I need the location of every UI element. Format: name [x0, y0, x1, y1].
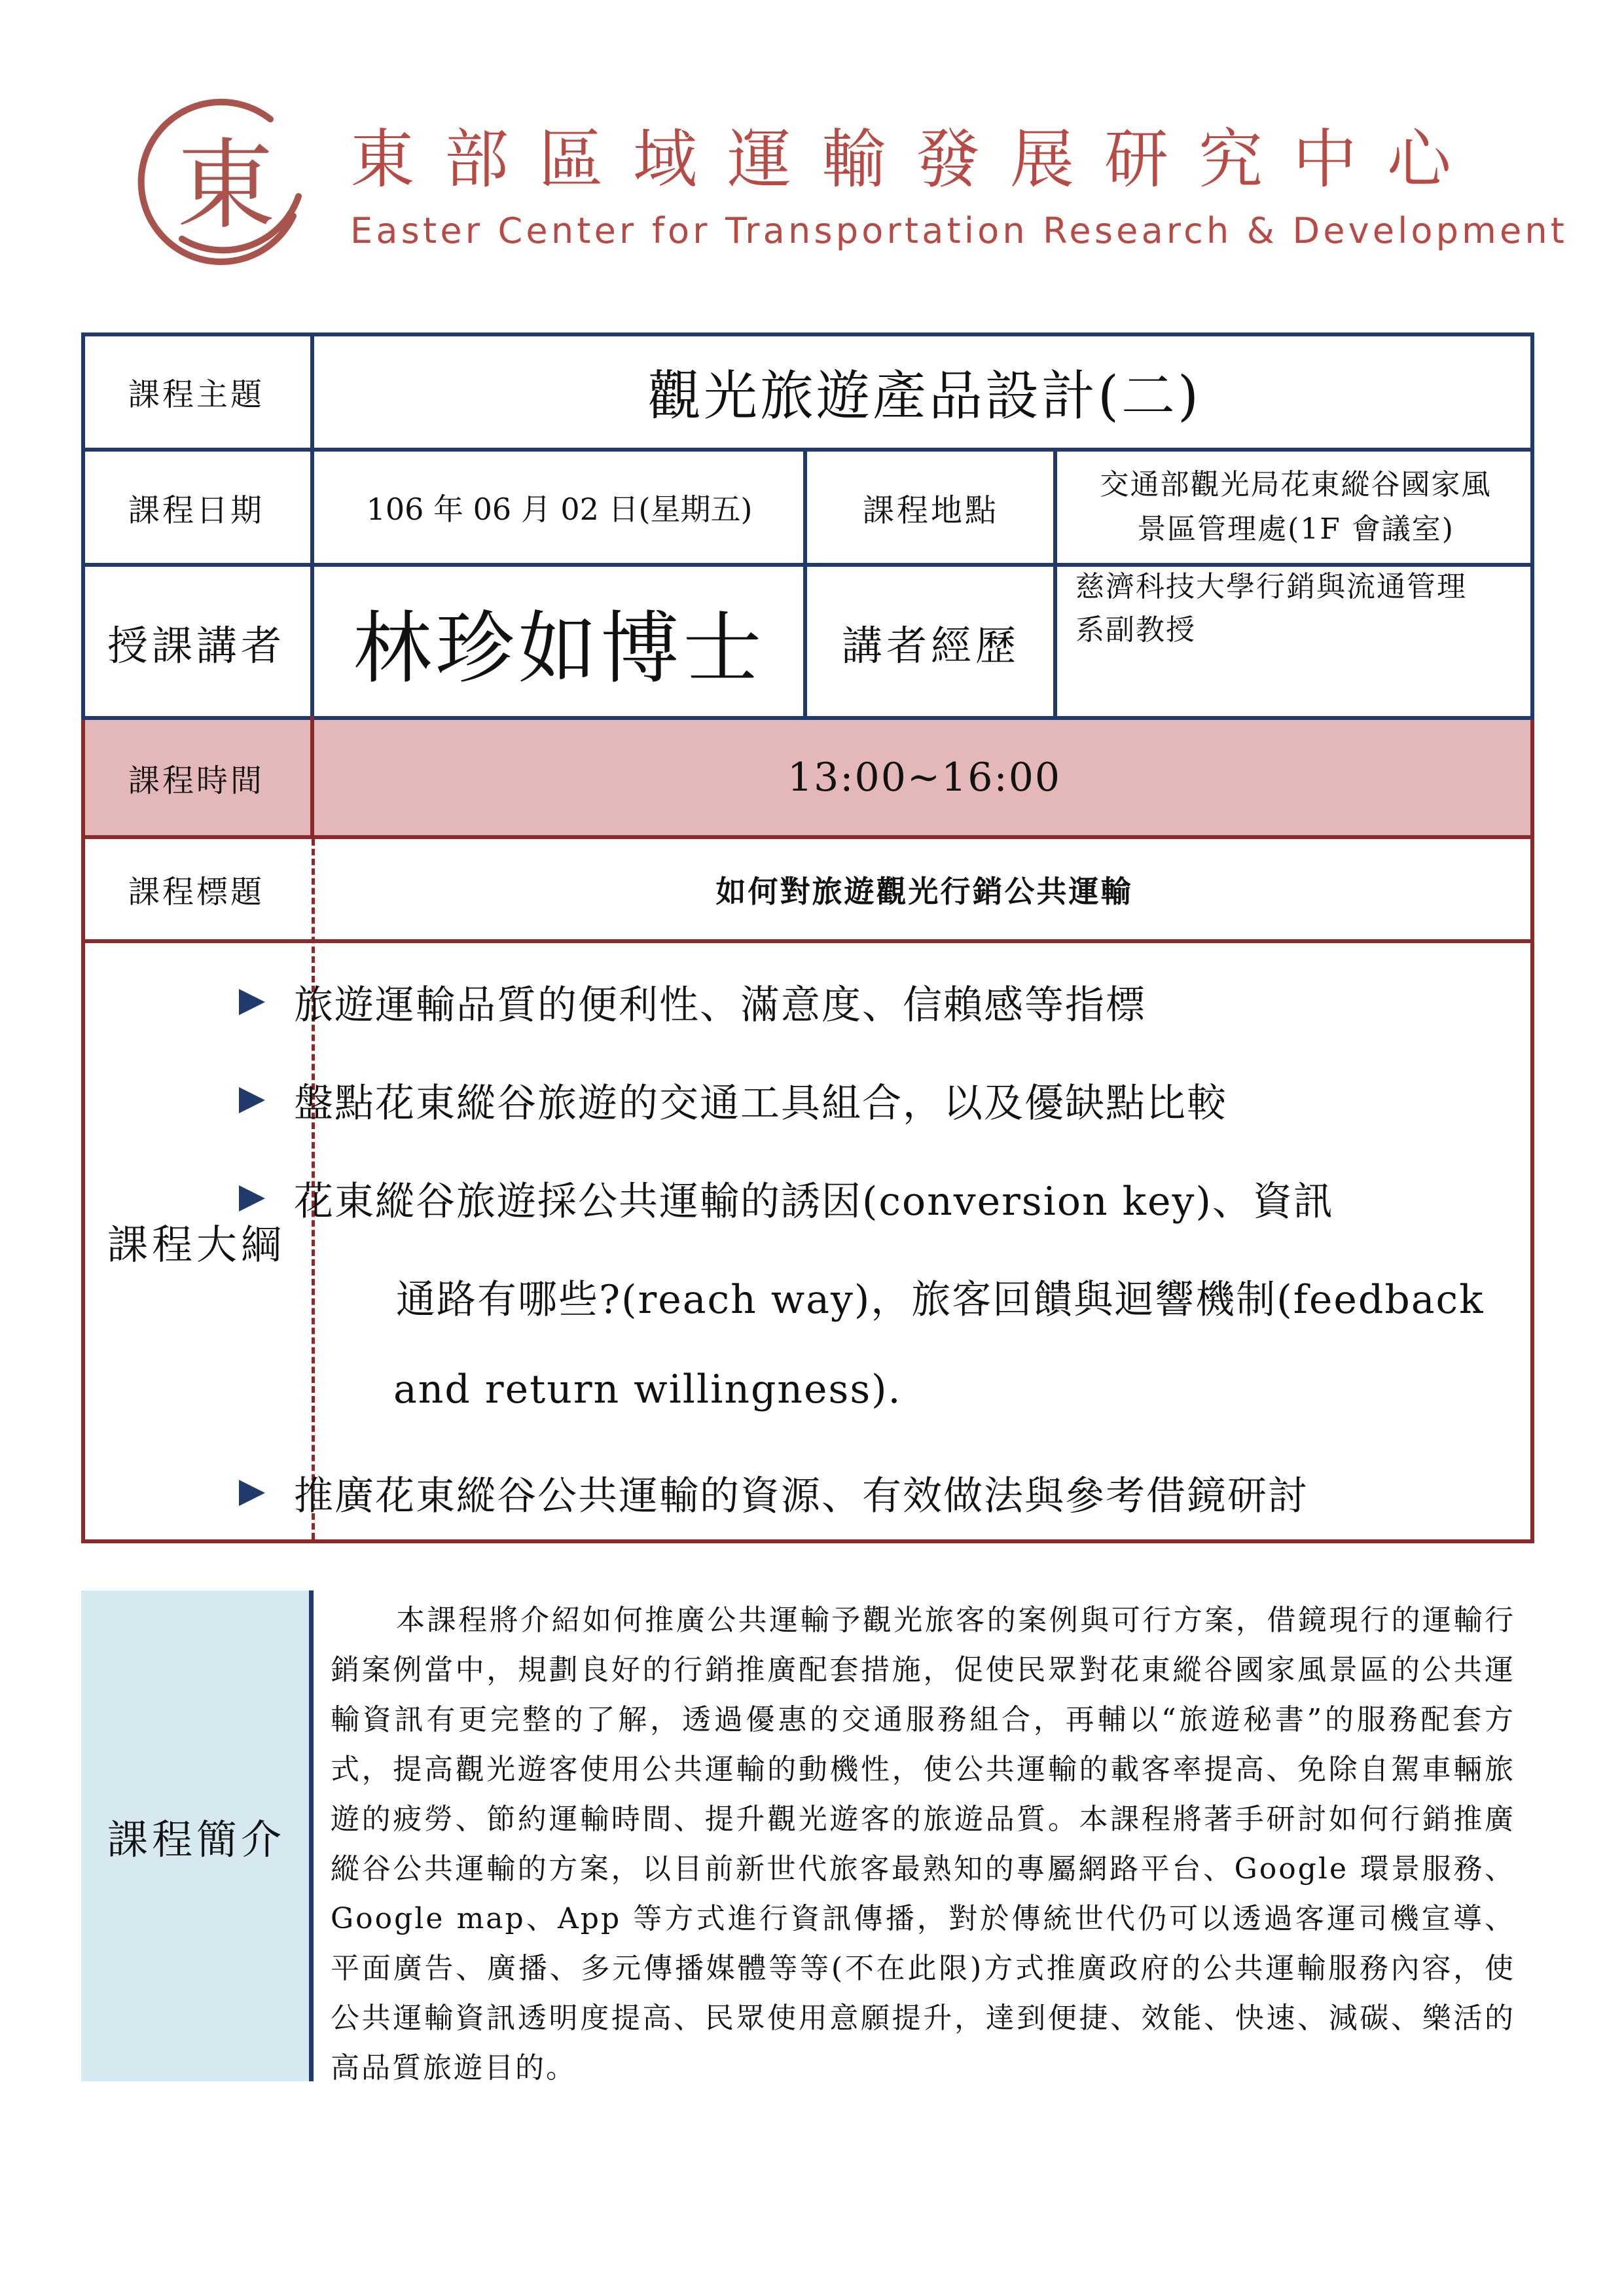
outline-label: 課程大綱: [107, 1221, 285, 1268]
outline-item-continuation: and return willingness).: [393, 1367, 902, 1412]
outline-item-continuation: 通路有哪些?(reach way)，旅客回饋與迴響機制(feedback: [396, 1277, 1485, 1323]
subject-label: 課程標題: [128, 874, 264, 910]
outline-item: 花東縱谷旅遊採公共運輸的誘因(conversion key)、資訊: [239, 1170, 1334, 1227]
date-label: 課程日期: [128, 492, 264, 529]
lecturer-experience: [1057, 565, 1534, 719]
location-line-2: 景區管理處(1F 會議室): [1137, 512, 1454, 546]
location-label: 課程地點: [862, 492, 999, 529]
triangle-bullet-icon: [239, 989, 265, 1015]
course-date: 106 年 06 月 02 日(星期五): [366, 492, 753, 527]
org-logo: [136, 98, 316, 278]
course-topic: 觀光旅遊產品設計(二): [647, 365, 1201, 427]
experience-line-2: 系副教授: [1075, 613, 1196, 647]
experience-label: 講者經歷: [841, 621, 1020, 670]
logo-character: 東: [176, 129, 276, 243]
triangle-bullet-icon: [239, 1087, 265, 1113]
outline-item: 盤點花東縱谷旅遊的交通工具組合，以及優缺點比較: [239, 1072, 1227, 1128]
course-subject: 如何對旅遊觀光行銷公共運輸: [715, 873, 1133, 909]
course-time: 13:00~16:00: [787, 755, 1062, 800]
course-table: [81, 332, 1534, 1543]
location-line-1: 交通部觀光局花東縱谷國家風: [1100, 468, 1492, 501]
time-label: 課程時間: [128, 762, 264, 799]
lecturer-name: 林珍如博士: [353, 603, 766, 694]
triangle-bullet-icon: [239, 1480, 265, 1506]
outline-item: 旅遊運輸品質的便利性、滿意度、信賴感等指標: [239, 974, 1146, 1030]
lecturer-label: 授課講者: [107, 621, 285, 670]
outline-item: 推廣花東縱谷公共運輸的資源、有效做法與參考借鏡研討: [239, 1465, 1308, 1521]
org-name-english: Easter Center for Transportation Research & Development: [350, 210, 1568, 251]
topic-label: 課程主題: [128, 376, 264, 413]
course-location: [1057, 450, 1534, 564]
intro-text: 本課程將介紹如何推廣公共運輸予觀光旅客的案例與可行方案，借鏡現行的運輸行銷案例當中，規劃良好的行銷推廣配套措施，促使民眾對花東縱谷國家風景區的公共運輸資訊有更完整的了解，透過優惠的交通服務組合，再輔以“旅遊秘書”的服務配套方式，提高觀光遊客使用公共運輸的動機性，使公共運輸的載客率提高、免除自駕車輛旅遊的疲勞、節約運輸時間、提升觀光遊客的旅遊品質。本課程將著手研討如何行銷推廣縱谷公共運輸的方案，以目前新世代旅客最熟知的專屬網路平台、Google 環景服務、Google map、App 等方式進行資訊傳播，對於傳統世代仍可以透過客運司機宣導、平面廣告、廣播、多元傳播媒體等等(不在此限)方式推廣政府的公共運輸服務內容，使公共運輸資訊透明度提高、民眾使用意願提升，達到便捷、效能、快速、減碳、樂活的高品質旅遊目的。: [331, 1604, 1515, 2085]
intro-label: 課程簡介: [107, 1815, 285, 1863]
triangle-bullet-icon: [239, 1185, 265, 1211]
org-name-chinese: 東部區域運輸發展研究中心: [350, 122, 1482, 197]
experience-line-1: 慈濟科技大學行銷與流通管理: [1075, 570, 1467, 603]
